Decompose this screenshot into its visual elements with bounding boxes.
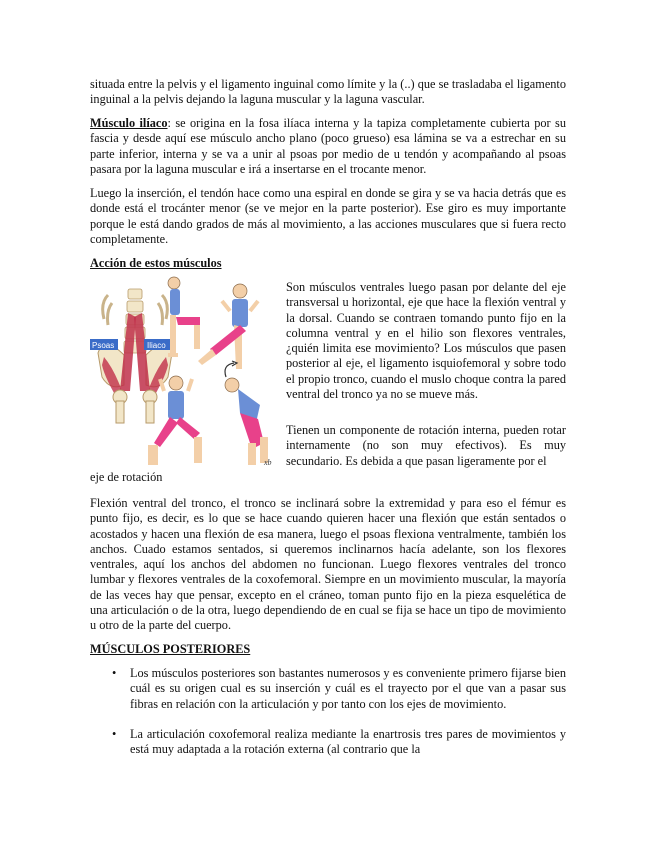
exercise-figure-knee-raise bbox=[168, 277, 200, 357]
paragraph-continuation: eje de rotación bbox=[90, 470, 163, 484]
bullet-list bbox=[90, 666, 566, 772]
exercise-figure-side-kick bbox=[198, 284, 258, 369]
list-item bbox=[90, 666, 566, 712]
illustrator-signature: xb bbox=[264, 458, 272, 467]
paragraph-insercion: Luego la inserción, el tendón hace como una espiral en donde se gira y se va hacia detrás que es donde está el trocánter menor (se ve mejor en la parte posterior). Ese giro es muy importante porque le está dando grados de más al movimiento, a las acciones musculares que si fuera recto completamente. bbox=[90, 186, 566, 246]
term-musculo-iliaco: Músculo ilíaco bbox=[90, 116, 168, 130]
exercise-figure-forward-bend bbox=[225, 361, 268, 465]
paragraph-intro: situada entre la pelvis y el ligamento inguinal como límite y la (..) que se trasladaba el ligamento inguinal a la pelvis dejando la laguna muscular y la laguna vascular. bbox=[90, 77, 566, 107]
anatomy-illustration bbox=[90, 273, 278, 471]
label-psoas: Psoas bbox=[92, 341, 115, 350]
label-iliaco: Iliaco bbox=[147, 341, 166, 350]
paragraph-musculo-iliaco bbox=[90, 116, 566, 177]
list-item-text: La articulación coxofemoral realiza mediante la enartrosis tres pares de movimientos y está muy adaptada a la rotación externa (al contrario que la bbox=[130, 726, 566, 757]
bullet-icon: • bbox=[112, 666, 117, 680]
paragraph-musculos-ventrales: Son músculos ventrales luego pasan por delante del eje transversal u horizontal, eje que hace la flexión ventral y la dorsal. Cuando se contraen tomando punto fijo en la columna ventral y en el hilio son flexores ventrales, ¿quién limita ese movimiento? Los músculos que pasen posterior al eje, el ligamento isquiofemoral y sobre todo el propio tronco, cuando el muslo choque contra la pared ventral del tronco ya no se mueve más. bbox=[286, 280, 567, 402]
anatomy-figure bbox=[90, 273, 278, 471]
list-item bbox=[90, 727, 566, 758]
pelvis-illustration bbox=[90, 289, 172, 423]
list-item-text: Los músculos posteriores son bastantes numerosos y es conveniente primero fijarse bien cuál es su origen cual es su inserción y cuál es el trayecto por el que van a pasar sus fibras en relación con la articulación y por tanto con los ejes de movimiento. bbox=[130, 666, 566, 711]
heading-accion-musculos: Acción de estos músculos bbox=[90, 256, 222, 270]
paragraph-musculo-iliaco-text: : se origina en la fosa ilíaca interna y la tapiza completamente cubierta por su fascia y desde aquí ese músculo ancho plano (poco grueso) esa lámina se va a estrechar en su parte inferior, interna y se va a unir al psoas por medio de u tendón y acompañando al psoas pasara por la laguna muscular e irá a insertarse en el trocante menor. bbox=[90, 116, 566, 176]
paragraph-flexion-ventral: Flexión ventral del tronco, el tronco se inclinará sobre la extremidad y para eso el fémur es punto fijo, es decir, es lo que se hace cuando quieren hacer una flexión que están sentados o acostados y hacen una flexión de esa manera, luego el psoas flexiona ventralmente, también los anchos. Cuado estamos sentados, si queremos inclinarnos hacía adelante, son los flexores ventrales, aquí los anchos del abdomen no funcionan. Luego flexores ventrales del tronco lumbar y flexores ventrales de la coxofemoral. Siempre en un movimiento muscular, la mayoría de las veces hay que pensar, excepto en el cráneo, toman punto fijo en la pieza esquelética de una articulación o de la otra, luego dependiendo de en cual se fija se hace un tipo de movimiento u otro de la parte del cuerpo. bbox=[90, 496, 566, 633]
heading-musculos-posteriores: MÚSCULOS POSTERIORES bbox=[90, 642, 251, 656]
bullet-icon: • bbox=[112, 726, 117, 741]
paragraph-rotacion-interna: Tienen un componente de rotación interna, pueden rotar internamente (no son muy efectivos). Es muy secundario. Es debida a que pasan ligeramente por el bbox=[286, 423, 566, 468]
